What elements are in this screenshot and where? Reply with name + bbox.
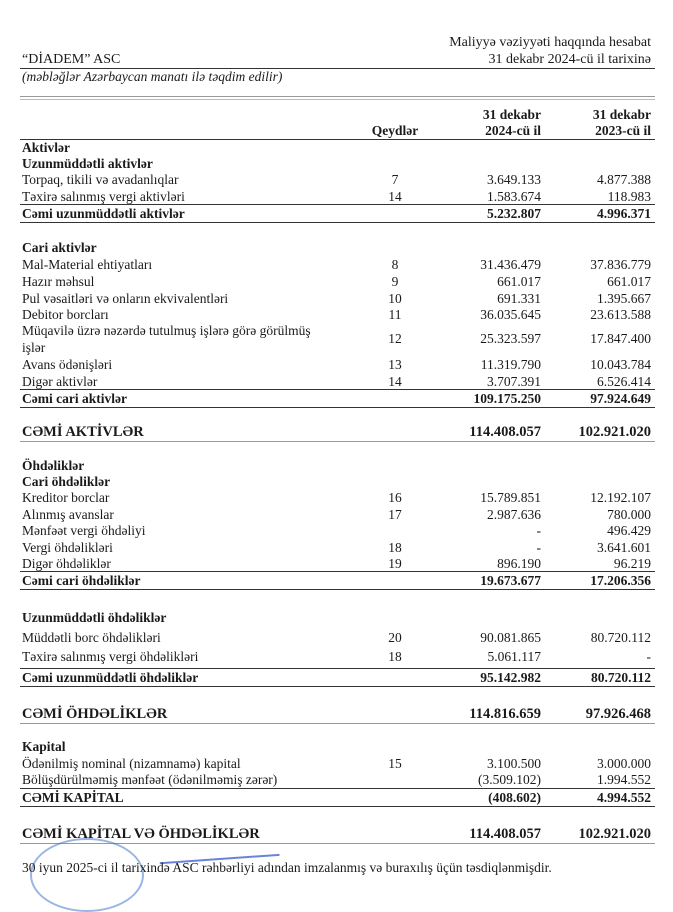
- section-heading: [0, 139, 673, 156]
- table-row: [0, 522, 673, 539]
- row-note: 10: [388, 291, 402, 306]
- value-2023: 6.526.414: [597, 374, 651, 389]
- row-note: 17: [388, 507, 402, 522]
- section-heading: [0, 457, 673, 474]
- section-heading: [0, 155, 673, 172]
- row-note: 14: [388, 189, 402, 204]
- value-2023: 37.836.779: [590, 257, 651, 272]
- row-label: CƏMİ ÖHDƏLİKLƏR: [22, 706, 168, 722]
- row-note: 18: [388, 649, 402, 664]
- value-2024: (3.509.102): [478, 772, 541, 787]
- value-2023: 23.613.588: [590, 307, 651, 322]
- value-2023: 102.921.020: [578, 424, 651, 440]
- table-row: [0, 755, 673, 772]
- row-note: 11: [388, 307, 402, 322]
- row-label: Kreditor borclar: [22, 490, 110, 505]
- section-heading: [0, 473, 673, 490]
- table-row: [0, 539, 673, 556]
- value-2023: 17.847.400: [590, 331, 651, 346]
- row-label: Vergi öhdəlikləri: [22, 540, 113, 555]
- value-2023: 4.996.371: [597, 206, 651, 221]
- row-label: Təxirə salınmış vergi aktivləri: [22, 189, 185, 204]
- row-label: Uzunmüddətli öhdəliklər: [22, 610, 167, 625]
- value-2024: 114.408.057: [469, 424, 541, 440]
- currency-note: (məbləğlər Azərbaycan manatı ilə təqdim edilir): [22, 69, 283, 84]
- value-2023: 496.429: [607, 523, 651, 538]
- value-2023: 3.000.000: [597, 756, 651, 771]
- value-2024: (408.602): [488, 790, 541, 805]
- row-label: Cəmi uzunmüddətli aktivlər: [22, 206, 185, 221]
- row-note: 19: [388, 556, 402, 571]
- table-row: [0, 506, 673, 523]
- col1-header-line1: 31 dekabr: [482, 107, 541, 122]
- row-note: 8: [391, 257, 399, 272]
- total-rule: [20, 204, 655, 205]
- table-row: [0, 322, 673, 355]
- row-note: 7: [391, 172, 399, 187]
- row-note: 15: [388, 756, 402, 771]
- row-note: 14: [388, 374, 402, 389]
- table-row: [0, 356, 673, 373]
- row-label: CƏMİ KAPİTAL VƏ ÖHDƏLİKLƏR: [22, 826, 260, 842]
- total-rule: [20, 222, 655, 223]
- row-label: Müddətli borc öhdəlikləri: [22, 630, 161, 645]
- row-label: Təxirə salınmış vergi öhdəlikləri: [22, 649, 199, 664]
- value-2024: 691.331: [497, 291, 541, 306]
- col2-header-line2: 2023-cü il: [595, 123, 651, 138]
- report-title: Maliyyə vəziyyəti haqqında hesabat: [449, 35, 651, 50]
- table-row: [0, 373, 673, 390]
- value-2024: 114.816.659: [469, 706, 541, 722]
- row-label: Digər öhdəliklər: [22, 556, 111, 571]
- company-name: “DİADEM” ASC: [22, 52, 121, 67]
- value-2023: 12.192.107: [590, 490, 651, 505]
- value-2024: -: [536, 540, 541, 555]
- header-double-line-2: [20, 99, 655, 100]
- report-date: 31 dekabr 2024-cü il tarixinə: [488, 52, 651, 67]
- value-2024: 109.175.250: [473, 391, 541, 406]
- total-rule: [20, 389, 655, 390]
- value-2023: 780.000: [607, 507, 651, 522]
- value-2023: 80.720.112: [590, 670, 651, 685]
- table-row: [0, 256, 673, 273]
- value-2023: 4.877.388: [597, 172, 651, 187]
- header-double-line: [20, 96, 655, 97]
- section-heading: [0, 738, 673, 755]
- value-2023: 80.720.112: [590, 630, 651, 645]
- table-row: [0, 188, 673, 205]
- value-2024: 3.649.133: [487, 172, 541, 187]
- total-row: [0, 205, 673, 222]
- total-rule: [20, 686, 655, 687]
- row-note: 16: [388, 490, 402, 505]
- approval-text: 30 iyun 2025-ci il tarixində ASC rəhbərliyi adından imzalanmış və buraxılış üçün təsdiqlənmişdir.: [22, 860, 552, 875]
- table-row: [0, 489, 673, 506]
- col2-header-line1: 31 dekabr: [592, 107, 651, 122]
- table-row: [0, 555, 673, 572]
- total-row: [0, 706, 673, 723]
- value-2024: 36.035.645: [480, 307, 541, 322]
- value-2023: 102.921.020: [578, 826, 651, 842]
- row-label: Mənfəət vergi öhdəliyi: [22, 523, 146, 538]
- total-rule: [20, 788, 655, 789]
- row-label: Ödənilmiş nominal (nizamnamə) kapital: [22, 756, 241, 771]
- value-2023: 96.219: [613, 556, 651, 571]
- row-label: Cəmi cari öhdəliklər: [22, 573, 141, 588]
- row-label: CƏMİ KAPİTAL: [22, 790, 124, 805]
- row-label: Uzunmüddətli aktivlər: [22, 156, 153, 171]
- row-note: 18: [388, 540, 402, 555]
- row-label: Cari öhdəliklər: [22, 474, 111, 489]
- table-row: [0, 629, 673, 646]
- total-rule: [20, 723, 655, 724]
- value-2023: 1.994.552: [597, 772, 651, 787]
- table-row: [0, 306, 673, 323]
- value-2024: 3.100.500: [487, 756, 541, 771]
- total-rule: [20, 668, 655, 669]
- total-rule: [20, 589, 655, 590]
- row-label: Digər aktivlər: [22, 374, 98, 389]
- row-note: 13: [388, 357, 402, 372]
- value-2024: 661.017: [497, 274, 541, 289]
- value-2024: -: [536, 523, 541, 538]
- row-label-continued: işlər: [22, 340, 46, 355]
- value-2024: 11.319.790: [480, 357, 541, 372]
- row-label: Hazır məhsul: [22, 274, 95, 289]
- row-note: 20: [388, 630, 402, 645]
- row-label: Torpaq, tikili və avadanlıqlar: [22, 172, 179, 187]
- value-2024: 2.987.636: [487, 507, 541, 522]
- value-2024: 5.232.807: [487, 206, 541, 221]
- col1-header-line2: 2024-cü il: [485, 123, 541, 138]
- value-2023: 17.206.356: [590, 573, 651, 588]
- row-label: Alınmış avanslar: [22, 507, 114, 522]
- table-row: [0, 273, 673, 290]
- total-row: [0, 390, 673, 407]
- row-note: 12: [388, 331, 402, 346]
- value-2024: 114.408.057: [469, 826, 541, 842]
- value-2023: 97.926.468: [585, 706, 651, 722]
- total-rule: [20, 441, 655, 442]
- row-label: Avans ödənişləri: [22, 357, 113, 372]
- value-2024: 19.673.677: [480, 573, 541, 588]
- value-2024: 95.142.982: [480, 670, 541, 685]
- value-2023: -: [646, 649, 651, 664]
- row-label: Müqavilə üzrə nəzərdə tutulmuş işlərə görə görülmüş: [22, 323, 311, 338]
- value-2023: 118.983: [607, 189, 651, 204]
- total-row: [0, 572, 673, 589]
- total-rule: [20, 407, 655, 408]
- value-2024: 25.323.597: [480, 331, 541, 346]
- table-row: [0, 290, 673, 307]
- section-heading: [0, 609, 673, 626]
- section-heading: [0, 239, 673, 256]
- value-2024: 896.190: [497, 556, 541, 571]
- value-2023: 4.994.552: [597, 790, 651, 805]
- total-row: [0, 424, 673, 441]
- value-2024: 31.436.479: [480, 257, 541, 272]
- total-row: [0, 789, 673, 806]
- row-label: Debitor borcları: [22, 307, 109, 322]
- row-label: Cari aktivlər: [22, 240, 97, 255]
- total-row: [0, 669, 673, 686]
- value-2024: 15.789.851: [480, 490, 541, 505]
- row-note: 9: [391, 274, 399, 289]
- table-row: [0, 648, 673, 665]
- value-2023: 97.924.649: [590, 391, 651, 406]
- row-label: Bölüşdürülməmiş mənfəət (ödənilməmiş zərər): [22, 772, 278, 787]
- notes-header: Qeydlər: [371, 123, 419, 138]
- table-row: [0, 771, 673, 788]
- value-2024: 90.081.865: [480, 630, 541, 645]
- row-label: Cəmi cari aktivlər: [22, 391, 127, 406]
- row-label: Aktivlər: [22, 140, 70, 155]
- value-2024: 1.583.674: [487, 189, 541, 204]
- table-row: [0, 171, 673, 188]
- total-rule: [20, 806, 655, 807]
- row-label: Cəmi uzunmüddətli öhdəliklər: [22, 670, 199, 685]
- value-2023: 1.395.667: [597, 291, 651, 306]
- value-2023: 661.017: [607, 274, 651, 289]
- value-2024: 5.061.117: [487, 649, 541, 664]
- row-label: Kapital: [22, 739, 66, 754]
- value-2023: 10.043.784: [590, 357, 651, 372]
- value-2024: 3.707.391: [487, 374, 541, 389]
- row-label: Pul vəsaitləri və onların ekvivalentləri: [22, 291, 229, 306]
- row-label: Öhdəliklər: [22, 458, 85, 473]
- row-label: Mal-Material ehtiyatları: [22, 257, 153, 272]
- total-rule: [20, 571, 655, 572]
- row-label: CƏMİ AKTİVLƏR: [22, 424, 144, 440]
- value-2023: 3.641.601: [597, 540, 651, 555]
